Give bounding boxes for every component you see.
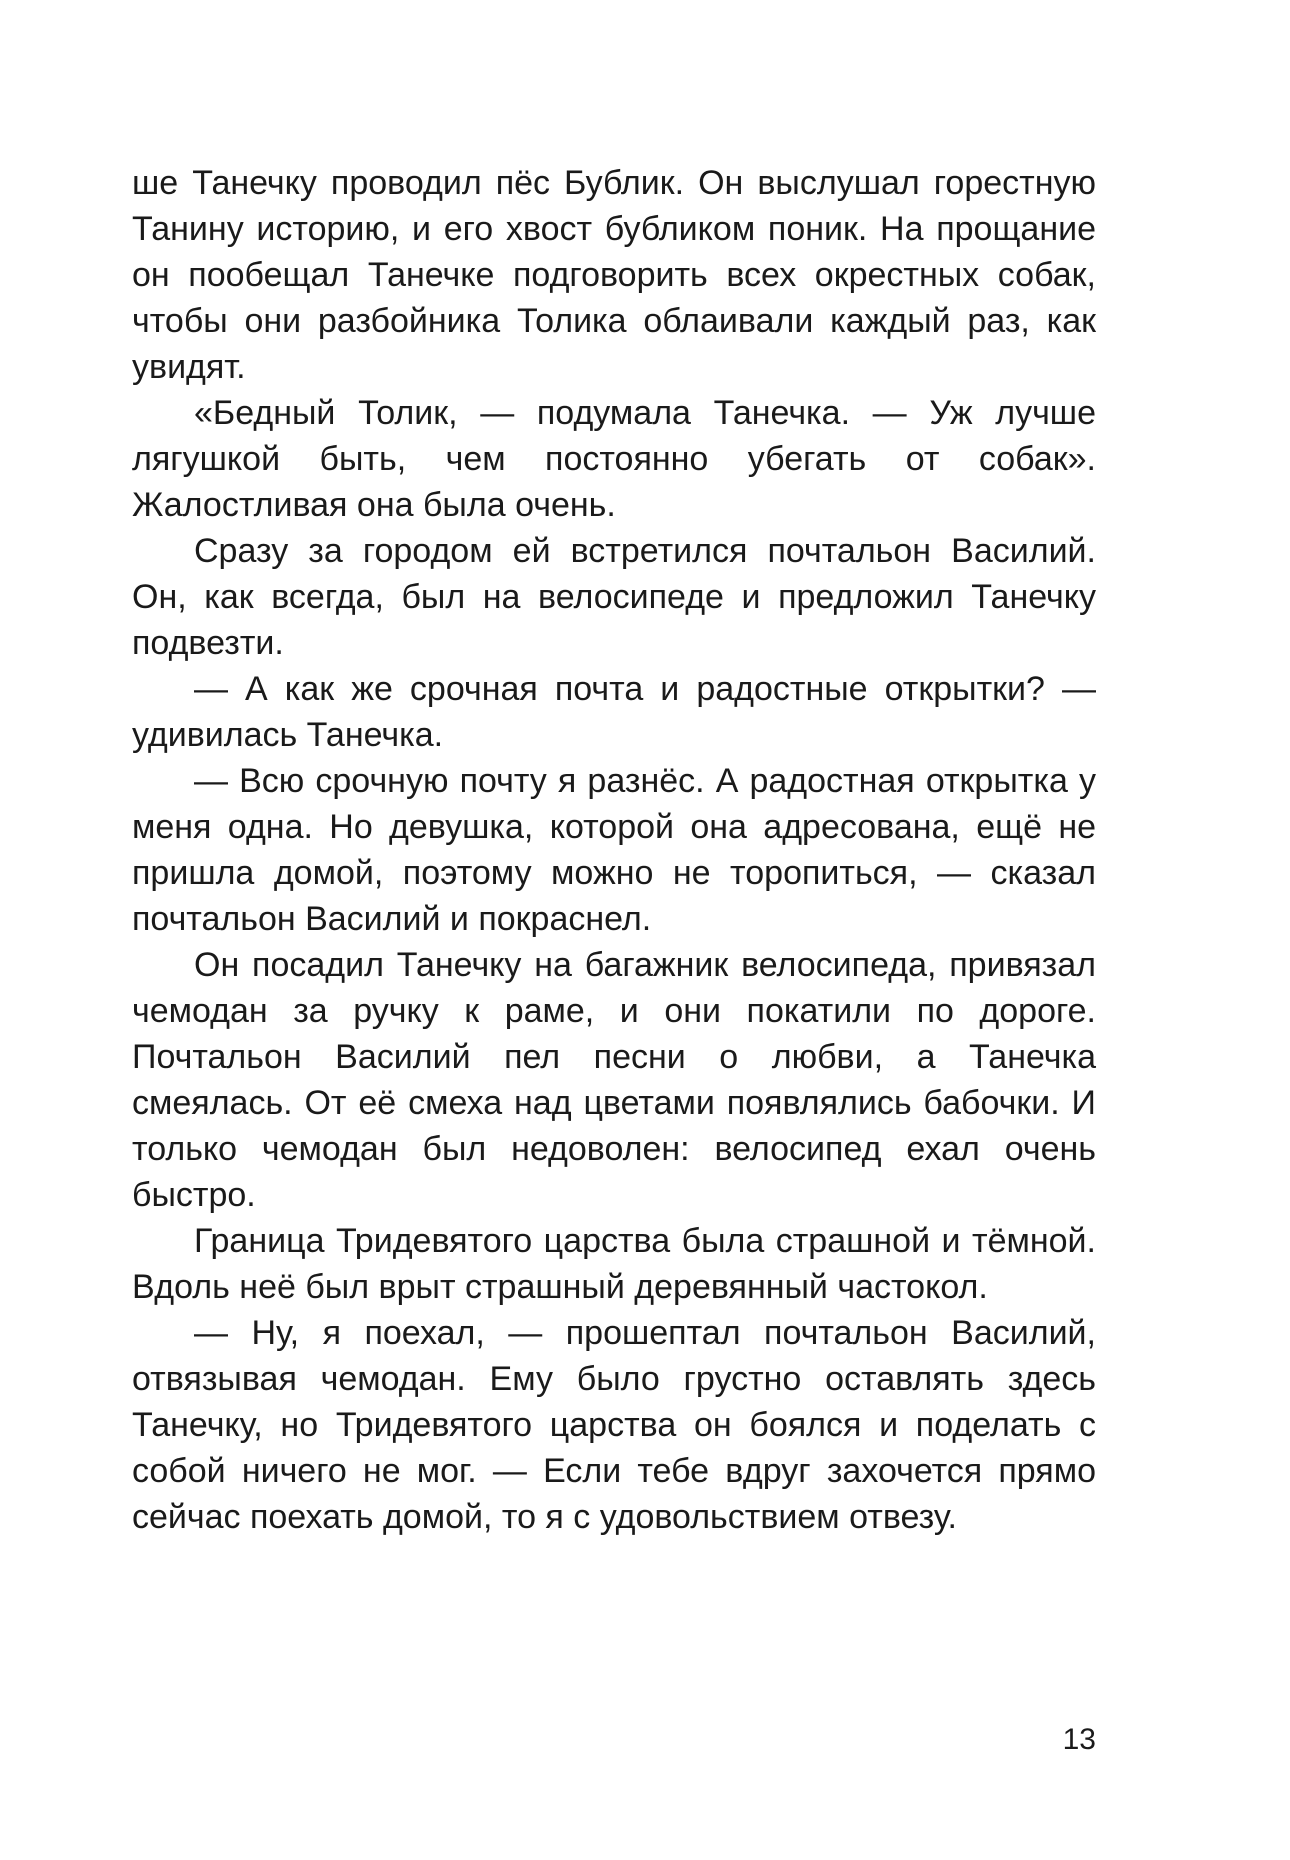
paragraph-3: Сразу за городом ей встретился почтальон Василий. Он, как всегда, был на велосипеде и предложил Танечку подвезти. bbox=[132, 532, 1096, 662]
paragraph-7: Граница Тридевятого царства была страшной и тёмной. Вдоль неё был врыт страшный деревянный частокол. bbox=[132, 1222, 1096, 1306]
paragraph-5: — Всю срочную почту я разнёс. А радостная открытка у меня одна. Но девушка, которой она адресована, ещё не пришла домой, поэтому можно не торопиться, — сказал почтальон Василий и покраснел. bbox=[132, 762, 1096, 938]
paragraph-6: Он посадил Танечку на багажник велосипеда, привязал чемодан за ручку к раме, и они покатили по дороге. Почтальон Василий пел песни о любви, а Танечка смеялась. От её смеха над цветами появлялись бабочки. И только чемодан был недоволен: велосипед ехал очень быстро. bbox=[132, 946, 1096, 1214]
page-number: 13 bbox=[1062, 1723, 1096, 1756]
paragraph-1: ше Танечку проводил пёс Бублик. Он выслушал горестную Танину историю, и его хвост бубликом поник. На прощание он пообещал Танечке подговорить всех окрестных собак, чтобы они разбойника Толика облаивали каждый раз, как увидят. bbox=[132, 164, 1096, 386]
paragraph-4: — А как же срочная почта и радостные открытки? — удивилась Танечка. bbox=[132, 670, 1096, 754]
paragraph-2: «Бедный Толик, — подумала Танечка. — Уж лучше лягушкой быть, чем постоянно убегать от собак». Жалостливая она была очень. bbox=[132, 394, 1096, 524]
paragraph-8: — Ну, я поехал, — прошептал почтальон Василий, отвязывая чемодан. Ему было грустно оставлять здесь Танечку, но Тридевятого царства он боялся и поделать с собой ничего не мог. — Если тебе вдруг захочется прямо сейчас поехать домой, то я с удовольствием отвезу. bbox=[132, 1314, 1096, 1536]
page-text bbox=[132, 160, 1096, 1540]
